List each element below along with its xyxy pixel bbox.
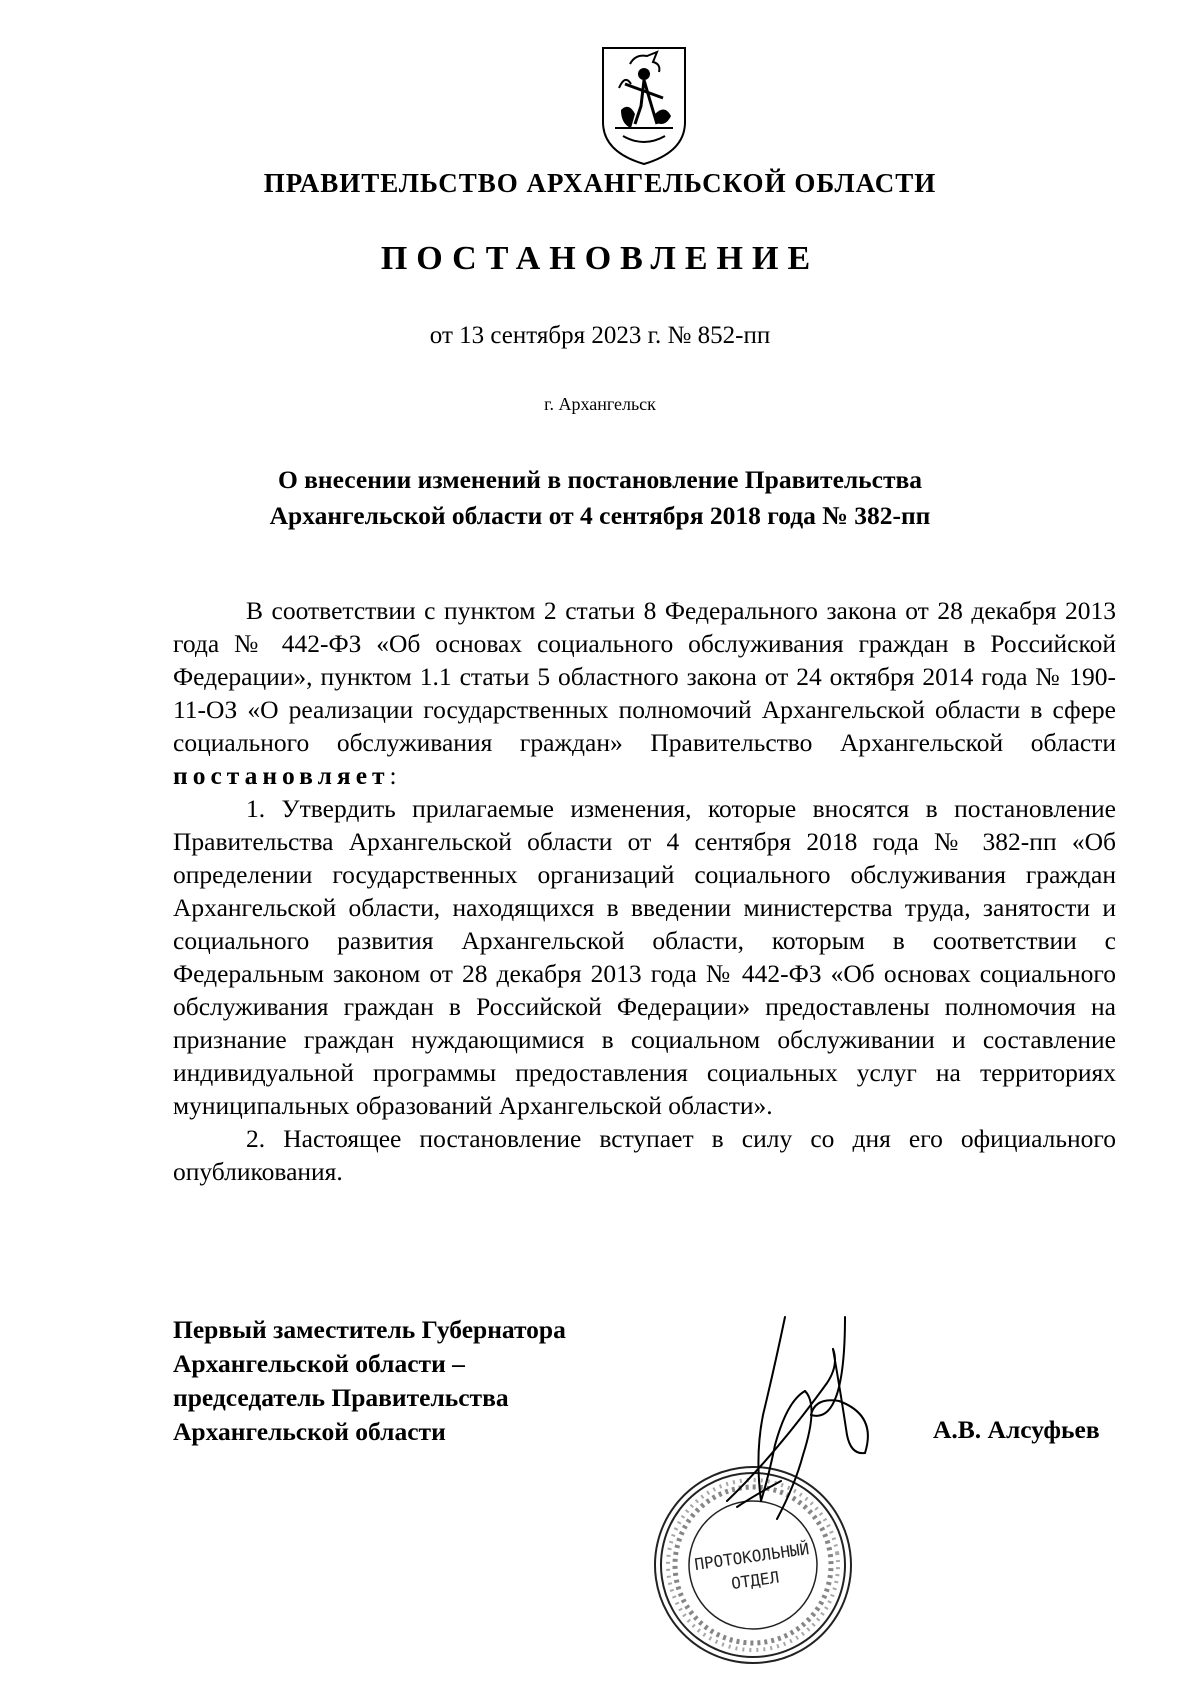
document-city: г. Архангельск [544, 394, 656, 414]
preamble-text: В соответствии с пунктом 2 статьи 8 Федерального закона от 28 декабря 2013 года № 442-ФЗ «Об основах социального обслуживания граждан в Российской Федерации», пунктом 1.1 статьи 5 областного закона от 24 октября 2014 года № 190-11-ОЗ «О реализации государственных полномочий Архангельской области в сфере социального обслуживания граждан» Правительство Архангельской области [173, 596, 1116, 757]
coat-of-arms-icon [595, 44, 693, 168]
item-paragraph: 1. Утвердить прилагаемые изменения, которые вносятся в постановление Правительства Архангельской области от 4 сентября 2018 года № 382-пп «Об определении государственных организаций социального обслуживания граждан Архангельской области, находящихся в введении министерства труда, занятости и социального развития Архангельской области, которым в соответствии с Федеральным законом от 28 декабря 2013 года № 442-ФЗ «Об основах социального обслуживания граждан в Российской Федерации» предоставлены полномочия на признание граждан нуждающимися в социальном обслуживании и составление индивидуальной программы предоставления социальных услуг на территориях муниципальных образований Архангельской области». [173, 794, 1116, 1120]
document-body [173, 594, 1116, 1188]
document-type: ПОСТАНОВЛЕНИЕ [380, 240, 820, 277]
decree-word: постановляет [173, 761, 390, 790]
stamp-center-text: ПРОТОКОЛЬНЫЙ [693, 1539, 811, 1575]
item-paragraph: 2. Настоящее постановление вступает в силу со дня его официального опубликования. [173, 1124, 1116, 1186]
government-name: ПРАВИТЕЛЬСТВО АРХАНГЕЛЬСКОЙ ОБЛАСТИ [263, 168, 937, 198]
handwritten-signature [715, 1305, 945, 1535]
signer-position-line: Архангельской области – [173, 1349, 465, 1378]
signer-position-line: Архангельской области [173, 1417, 446, 1446]
signer-name: А.В. Алсуфьев [933, 1415, 1100, 1444]
subject-line: О внесении изменений в постановление Правительства [277, 465, 923, 494]
preamble-paragraph [173, 594, 1116, 792]
subject-line: Архангельской области от 4 сентября 2018 года № 382-пп [269, 501, 931, 530]
document-subject [0, 462, 1200, 534]
signer-position-line: председатель Правительства [173, 1383, 509, 1412]
document-date-number: от 13 сентября 2023 г. № 852-пп [429, 322, 771, 349]
signer-position-line: Первый заместитель Губернатора [173, 1315, 566, 1344]
decree-colon: : [389, 761, 397, 790]
signer-position [173, 1313, 566, 1449]
stamp-center-text: ОТДЕЛ [729, 1567, 781, 1594]
